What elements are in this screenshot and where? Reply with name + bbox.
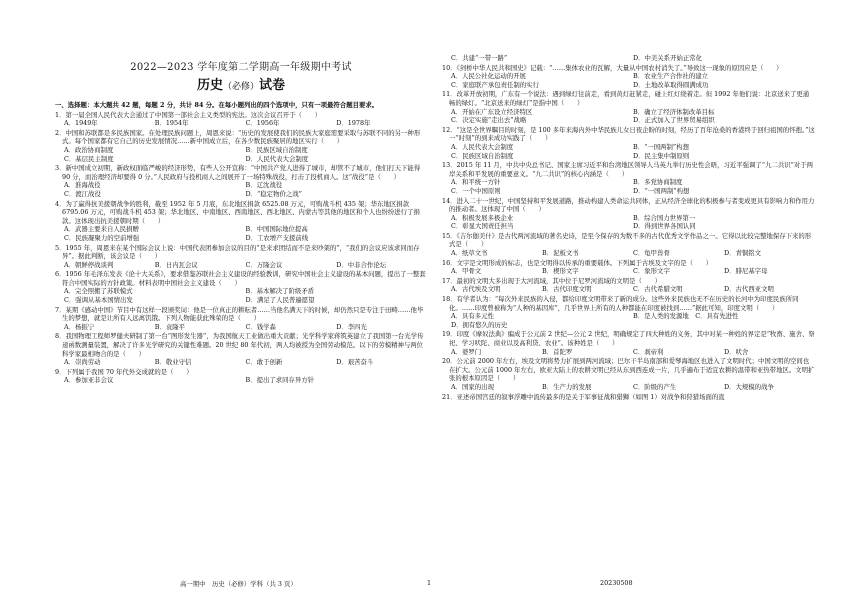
answer-option: C．象形文字 (633, 267, 670, 276)
answer-option: B．多党协商制度 (633, 178, 683, 187)
option-list (55, 358, 427, 367)
answer-option: C．敢于创新 (245, 358, 283, 367)
question-text: 11．改革开放初期，广东有一个说法：遇到绿灯往前走，看到黄灯赶紧走，碰上红灯绕着走。但 1992 年他们说：北京送来了更通畅的绿灯。“北京送来的绿灯”是指中国（ ） (442, 90, 810, 107)
question-text: 10．《剑桥中华人民共和国史》记载：“……集体农业的瓦解，大量从中国农村消失了。”导致这一现象的原因应是（ ） (442, 63, 783, 72)
question-item (55, 200, 427, 243)
answer-option: D．古代西亚文明 (724, 285, 774, 294)
subject-note: （必修） (222, 82, 259, 92)
answer-option: D．“一国两制”构想 (633, 186, 690, 195)
answer-option: A．婆罗门 (451, 347, 482, 356)
question-item (55, 332, 427, 366)
question-text: 17．最初的文明大多出现于大河流域，其中位于尼罗河流域的文明是（ ） (442, 276, 662, 285)
right-column (442, 0, 815, 595)
answer-option: B．提出了求同存异方针 (245, 376, 315, 385)
answer-option: B．敬业守信 (154, 358, 192, 367)
question-item (442, 232, 815, 258)
answer-option: B．楔形文字 (542, 267, 579, 276)
answer-option: D．艰苦奋斗 (336, 358, 374, 367)
answer-option: A．参加亚非会议 (64, 376, 114, 385)
question-text: 21．亚述帝国宫廷的叙事浮雕中流传最多的是关于军事征战和猎狮（如图 1）对战争和狩猎场面的直 (442, 392, 725, 401)
answer-option: A．纸草文书 (451, 249, 488, 258)
answer-option: B．民族区域自治制度 (245, 145, 308, 154)
answer-option: A．完全照搬了苏联模式 (64, 287, 133, 296)
question-item (55, 164, 427, 198)
answer-option: A．武器主要来自人民捐赠 (64, 225, 139, 234)
answer-option: D．青铜铭文 (724, 249, 762, 258)
question-text: 1．第一届全国人民代表大会通过了中国第一部社会主义类型的宪法。这次会议召开于（ ） (55, 110, 322, 119)
answer-option: A．1949年 (64, 119, 98, 128)
question-text: 4．为了赢得抗美援朝战争的胜利，截至 1952 年 5 月底，东北地区捐款 6525.08 万元，可购战斗机 435 架；华东地区捐款 6795.06 万元，可购战斗机 453 架；华北地区、中南地区、西南地区、西北地区、内蒙古等其他的地区和个人也纷纷进行了捐款。这体现出抗美援朝时期（ ） (55, 199, 420, 225)
answer-option: B．日内瓦会议 (154, 260, 198, 269)
question-item (55, 244, 427, 270)
option-list (442, 72, 815, 89)
page-number: 1 (427, 579, 432, 587)
option-list (55, 323, 427, 332)
answer-option: D．得到世界各国认同 (633, 222, 696, 231)
option-list (55, 376, 427, 385)
option-list (55, 119, 427, 128)
answer-option: C．古代希腊文明 (633, 285, 683, 294)
answer-option: A．淮海战役 (64, 181, 101, 190)
question-item (55, 270, 427, 304)
answer-option: C．基层民主制度 (64, 154, 114, 163)
answer-option: D．中美关系开始正常化 (633, 54, 703, 62)
answer-option: D．腓尼基字母 (724, 267, 768, 276)
answer-option: B．是人类的发源地 C．具有先进性 (633, 312, 739, 321)
question-text: 5．1955 年，周恩来在某个国际会议上说：中国代表团参加会议的目的“是来求团结而不是来吵架的”，“我们的会议应该求同而存异”。据此判断，该会议是（ ） (55, 243, 420, 261)
answer-option: B．中国国际地位提高 (245, 225, 308, 234)
answer-option: C．阶级的产生 (633, 382, 677, 391)
subject-title (55, 78, 427, 95)
answer-option: A．积极发展多极企业 (451, 213, 514, 222)
right-content (442, 54, 815, 402)
option-list (55, 225, 427, 242)
answer-option: A．开始在广东设立经济特区 (451, 107, 533, 116)
question-item (55, 111, 427, 128)
option-list (55, 181, 427, 198)
question-item (442, 393, 815, 402)
answer-option: D．民主集中制原则 (633, 151, 690, 160)
answer-option: D．李四光 (336, 322, 367, 331)
answer-option: C．万隆会议 (245, 260, 283, 269)
question-item (442, 126, 815, 160)
option-list (442, 249, 815, 258)
answer-option: C．钱学森 (245, 322, 276, 331)
answer-option: C．刹帝利 (633, 347, 664, 356)
answer-option: A．具有多元性 (451, 312, 494, 321)
question-text: 19．印度《摩奴法典》编成于公元前 2 世纪—公元 2 世纪，明确规定了四大种姓的义务，其中对某一种姓的界定是“牧畜、施舍、祭祀、学习吠陀、商业以及高利贷、农业”。该种姓是（ ） (442, 330, 815, 347)
option-list (442, 312, 815, 329)
answer-option: A．甲骨文 (451, 267, 482, 276)
question-text: 8．我国物理工程师罗健夫研制了第一台“图形发生器”，为我国航天工业做出重大贡献；光学科学家蒋筑英建立了我国第一台光学传递函数测量装置，解决了许多光学研究的关键性难题。20 世纪 80 年代初，两人均被授为全国劳动模范。以下的劳模精神与两位科学家最相吻合的是（ ） (55, 332, 424, 358)
question-item (55, 368, 427, 385)
option-list (442, 143, 815, 160)
question-item (442, 64, 815, 90)
answer-option: A．人民公社化运动的开展 (451, 72, 526, 81)
answer-option: C．龟甲兽骨 (633, 249, 670, 258)
answer-option: B．古代印度文明 (542, 285, 592, 294)
section-heading: 一、选择题：本大题共 42 题，每题 2 分，共计 84 分。在每小题列出的四个选项中，只有一项最符合题目要求。 (55, 101, 379, 109)
answer-option: D．拥有悠久的历史 (451, 320, 508, 329)
option-list (442, 214, 815, 231)
answer-option: B．“一国两制”构想 (633, 142, 689, 151)
answer-option: B．基本解决了阶级矛盾 (245, 287, 315, 296)
left-content (55, 101, 427, 386)
paper-word: 试卷 (259, 78, 286, 93)
question-text: 20．公元前 2000 年左右，埃及文明将势力扩展到两河流域；巴尔干半岛南部和爱琴海地区也进入了文明时代；中国文明的空间也在扩大。公元前 1000 年左右，欧亚大陆上的农耕文明已经从东到西连成一片，几乎遍布于适宜农耕的温带和亚热带地区。文明扩张的根本原因是（ ） (442, 357, 815, 383)
left-column (55, 0, 427, 595)
question-text: 7．某期《感动中国》节目中有这样一段颁奖词：他是一位真正的耕耘者……当他名满天下的时候，却仍然只是专注于田畴……他毕生的梦想，就是让所有人远离饥饿。下列人物能获此殊荣的是（ ） (55, 305, 424, 323)
answer-option: D．正式加入了世界贸易组织 (633, 116, 715, 125)
option-list (55, 261, 427, 270)
question-item (442, 259, 815, 276)
answer-option: A．杨振宁 (64, 322, 95, 331)
question-text: 18．有学者认为：“每次外来民族的入侵，都给印度文明带来了新的成分。这些外来民族也无不在历史的长河中为印度民族所同化。……印度曾被称为“人种的基因库”，几乎世界上所有的人种都能在印度被找到……”据此可知，印度文明（ ） (442, 295, 799, 312)
question-text: 2．中国和苏联都是多民族国家。在处理民族问题上，周恩来说：“历史的发展使我们的民族大家庭需要采取与苏联不同的另一种形式。每个国家都有它自己的历史发展情况……新中国成立后，在各少数民族聚居的地区实行（ ） (55, 128, 421, 146)
answer-option: B．1954年 (154, 119, 189, 128)
question-text: 3．新中国成立初期，新政权面临严峻的经济形势，有些人公开宣称：“中国共产党人进得了城市，却管不了城市，他们打天下能得 90 分，而治理经济却要得 0 分。”人民政府与投机商人之间展开了一场特殊战役，打击了投机商人。这“战役”是（ ） (55, 164, 421, 181)
question-text: 16．文字是文明形成的标志，也是文明得以传承的重要载体。下列属于古埃及文字的是（ ） (442, 258, 713, 267)
question-text: 12．“这是全世界瞩目的时刻，是 100 多年来海内外中华民族儿女日夜企盼的时刻，经历了百年沧桑的香港终于回归祖国的怀抱。”这一“时刻”的到来成功实践了（ ） (442, 125, 815, 143)
answer-option: C．一个中国原则 (451, 186, 501, 195)
answer-option: A．和平统一方针 (451, 178, 501, 187)
answer-option: B．辽沈战役 (245, 181, 283, 190)
answer-option: B．泥板文书 (542, 249, 579, 258)
option-list (55, 287, 427, 304)
subject-name: 历史 (196, 78, 223, 93)
answer-option: B．首陀罗 (542, 347, 573, 356)
answer-option: B．袁隆平 (154, 322, 186, 331)
answer-option: C．1956年 (245, 119, 280, 128)
question-item (442, 161, 815, 195)
question-item (442, 277, 815, 294)
answer-option: D．1978年 (336, 119, 371, 128)
answer-option: C．决定实施“走出去”战略 (451, 116, 527, 125)
option-list (442, 178, 815, 195)
answer-option: B．生产力的发展 (542, 382, 592, 391)
answer-option: B．农业生产合作社的建立 (633, 72, 708, 81)
answer-option: D．大规模的战争 (724, 382, 774, 391)
question-text: 14．进入二十一世纪，中国坚持和平发展道路，推动构建人类命运共同体，正从经济全球化的积极参与者变成更具有影响力和作用力的推动者。这体现了中国（ ） (442, 196, 815, 214)
answer-option: D．“稳定物价之战” (245, 189, 302, 198)
option-list (442, 108, 815, 125)
answer-option: B．确立了经济体制改革目标 (633, 107, 715, 116)
answer-option: D．满足了人民普遍愿望 (245, 296, 315, 305)
answer-option: C．强调从基本国情出发 (64, 296, 133, 305)
question-text: 6．1956 年毛泽东发表《论十大关系》，要求借鉴苏联社会主义建设的经验教训，研究中国社会主义建设的基本问题，提出了一整套符合中国实际的方针政策。材料表明中国社会主义建设（ ） (55, 270, 426, 287)
answer-option: A．国家的出现 (451, 382, 494, 391)
exam-code: 20230508 (600, 579, 633, 587)
question-item (442, 357, 815, 391)
answer-option: C．渡江战役 (64, 189, 101, 198)
footer-subject-info: 高一期中 历史（必修）学科（共 3 页） (180, 580, 297, 588)
answer-option: C．民族区域自治制度 (451, 151, 514, 160)
option-list (55, 146, 427, 163)
answer-option: C．共建“一带一路” (451, 54, 508, 62)
answer-option: D．土地改革取得圆满成功 (633, 80, 709, 89)
answer-option: A．古代埃及文明 (451, 285, 501, 294)
option-list (442, 54, 815, 63)
answer-option: C．民族凝聚力的空前增强 (64, 233, 140, 242)
question-item (55, 306, 427, 332)
question-item (442, 295, 815, 329)
answer-option: D．吠舍 (724, 347, 749, 356)
answer-option: A．崇尚劳动 (64, 358, 101, 367)
option-list (442, 383, 815, 392)
question-text: 9．下列属于我国 70 年代外交成就的是（ ） (55, 367, 193, 376)
question-item (55, 129, 427, 163)
answer-option: C．家庭联产承包责任制的实行 (451, 80, 539, 89)
question-item (442, 330, 815, 356)
answer-option: D．人民代表大会制度 (245, 154, 309, 163)
answer-option: A．政治协商制度 (64, 145, 114, 154)
question-item (442, 197, 815, 231)
exam-title: 2022—2023 学年度第二学期高一年级期中考试 (130, 62, 352, 73)
option-list (442, 348, 815, 357)
question-text: 15．《吉尔伽美什》是古代两河流域的著名史诗，是至今保存的为数不多的古代优秀文学作品之一。它得以比较完整地保存下来的形式是（ ） (442, 231, 812, 249)
question-item (442, 90, 815, 124)
answer-option: D．工农增产支援前线 (245, 233, 309, 242)
question-text: 13．2015 年 11 月，中共中央总书记、国家主席习近平和台湾地区领导人马英九举行历史性会晤，习近平强调了“九二共识”对于两岸关系和平发展的重要意义。“九二共识”的核心内涵是（ ） (442, 161, 814, 178)
answer-option: A．人民代表大会制度 (451, 142, 514, 151)
option-list (442, 267, 815, 276)
answer-option: A．朝鲜停战谈判 (64, 260, 114, 269)
question-item (442, 54, 815, 63)
answer-option: C．彰显大国责任担当 (451, 222, 514, 231)
option-list (442, 285, 815, 294)
answer-option: B．综合国力世界第一 (633, 213, 696, 222)
answer-option: D．中非合作论坛 (336, 260, 387, 269)
